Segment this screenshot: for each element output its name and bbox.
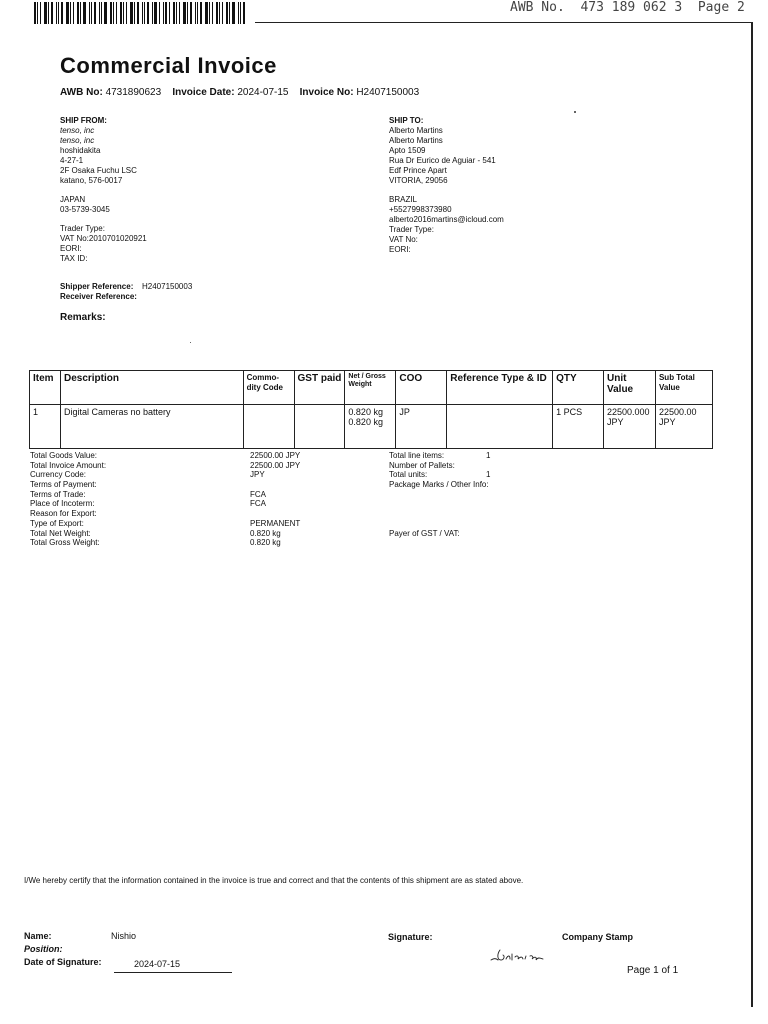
barcode-bar [179,2,180,24]
barcode-bar [99,2,100,24]
ship-to-line: Alberto Martins [389,126,443,135]
ship-from-line: 4-27-1 [60,156,84,165]
barcode-bar [238,2,239,24]
ship-from-label: SHIP FROM: [60,116,107,125]
cell-qty: 1 PCS [553,405,604,449]
ship-to-eori: EORI: [389,245,411,254]
invoice-meta [60,87,419,98]
barcode-bar [187,2,188,24]
ship-from-tax-id: TAX ID: [60,254,88,263]
barcode-bar [212,2,213,24]
barcode-bar [243,2,245,24]
page-number: Page 1 of 1 [627,965,679,976]
barcode-bar [130,2,133,24]
ship-to-line: VITORIA, 29056 [389,176,448,185]
barcode-bar [183,2,186,24]
barcode-bar [116,2,117,24]
certification-text: I/We hereby certify that the information contained in the invoice is true and correct and that the contents of this shipment are as stated above. [24,876,524,885]
barcode-bar [104,2,107,24]
position-label: Position: [24,944,63,954]
summary-row [389,480,489,490]
barcode-bar [200,2,202,24]
barcode-bar [66,2,69,24]
scan-speck [190,342,191,343]
barcode-bar [173,2,175,24]
cell-subtotal-amount: 22500.00 [658,407,697,417]
barcode-bar [123,2,124,24]
total-value: PERMANENT [250,518,301,528]
col-qty: QTY [553,371,604,405]
ship-from-line: tenso, inc [60,136,95,145]
page-border-right [751,22,753,1007]
receiver-reference-label: Receiver Reference: [60,292,137,301]
barcode-bar [232,2,235,24]
barcode-bar [205,2,208,24]
ship-from-eori: EORI: [60,244,82,253]
name-value: Nishio [111,931,137,941]
total-label: Total Invoice Amount: [30,460,107,470]
barcode-bar [40,2,41,24]
summary-value: 1 [486,470,491,480]
ship-to-line: Alberto Martins [389,136,443,145]
barcode-bar [163,2,164,24]
cell-item: 1 [30,405,61,449]
date-underline [114,972,232,973]
cell-commodity [243,405,294,449]
cell-coo: JP [396,405,447,449]
ship-to-line: Rua Dr Eurico de Aguiar - 541 [389,156,496,165]
total-label: Currency Code: [30,470,87,480]
total-value: 22500.00 JPY [250,451,301,460]
table-row [30,405,713,449]
col-item: Item [30,371,61,405]
barcode-bar [209,2,210,24]
cell-unit-value [603,405,655,449]
table-header-row [30,371,713,405]
name-label: Name: [24,931,52,941]
invoice-date-value: 2024-07-15 [237,87,289,98]
barcode-bar [169,2,170,24]
col-commodity-code: Commo- dity Code [243,371,294,405]
ship-to-phone: +5527998373980 [389,205,452,214]
col-description: Description [60,371,243,405]
barcode-bar [51,2,53,24]
barcode-bar [80,2,81,24]
total-value [250,480,300,490]
total-label: Terms of Trade: [30,489,86,499]
summary-value: 1 [486,451,491,460]
ship-to-country: BRAZIL [389,195,418,204]
barcode-bar [110,2,112,24]
total-label: Reason for Export: [30,509,97,519]
col-unit-value: Unit Value [603,371,655,405]
totals-right [389,451,489,538]
barcode-bar [222,2,223,24]
barcode-bar [34,2,36,24]
barcode-bar [229,2,230,24]
ship-to-label: SHIP TO: [389,116,424,125]
awb-value: 4731890623 [105,87,162,98]
ship-from-trader-type: Trader Type: [60,224,105,233]
summary-row [389,451,489,461]
invoice-no-value: H2407150003 [356,87,420,98]
shipper-reference-label: Shipper Reference: [60,282,134,291]
payer-label: Payer of GST / VAT: [389,528,460,538]
cell-description: Digital Cameras no battery [60,405,243,449]
barcode-bar [176,2,177,24]
col-gst-paid: GST paid [294,371,345,405]
barcode-bar [147,2,149,24]
total-value: FCA [250,499,266,509]
col-subtotal: Sub Total Value [655,371,712,405]
barcode-bar [37,2,38,24]
barcode-bar [240,2,241,24]
barcode [34,2,248,24]
col-weight: Net / Gross Weight [345,371,396,405]
scan-speck [574,111,576,113]
references-block [60,282,192,302]
totals-left [30,451,106,548]
barcode-bar [94,2,96,24]
summary-label: Total line items: [389,451,445,460]
barcode-bar [58,2,59,24]
remarks-label: Remarks: [60,312,106,323]
ship-to-block [389,116,689,255]
ship-from-line: katano, 576-0017 [60,176,123,185]
date-of-signature-label: Date of Signature: [24,957,102,967]
barcode-bar [152,2,153,24]
ship-to-vat: VAT No: [389,235,418,244]
barcode-bar [73,2,74,24]
awb-label: AWB No: [60,87,103,98]
barcode-bar [89,2,90,24]
barcode-bar [91,2,92,24]
barcode-bar [216,2,218,24]
cell-subtotal-currency: JPY [658,417,676,427]
barcode-bar [56,2,57,24]
barcode-bar [197,2,198,24]
signature-label: Signature: [388,932,433,942]
barcode-bar [137,2,139,24]
barcode-bar [44,2,47,24]
barcode-bar [83,2,86,24]
ship-from-block [60,116,320,264]
barcode-bar [77,2,79,24]
total-value [250,509,300,519]
barcode-bar [219,2,220,24]
summary-label: Total units: [389,470,428,480]
ship-to-line: Edf Prince Apart [389,166,447,175]
summary-label: Package Marks / Other Info: [389,480,489,490]
barcode-bar [190,2,192,24]
total-label: Terms of Payment: [30,480,97,490]
col-coo: COO [396,371,447,405]
barcode-bar [120,2,122,24]
total-value: 0.820 kg [250,538,281,548]
ship-from-vat: VAT No:2010701020921 [60,234,147,243]
page-border-top [255,22,753,23]
summary-row [389,470,489,480]
invoice-no-label: Invoice No: [299,87,354,98]
total-value: 0.820 kg [250,528,281,538]
barcode-bar [61,2,63,24]
cell-unit-value-currency: JPY [606,417,624,427]
barcode-bar [113,2,114,24]
barcode-bar [159,2,160,24]
handwritten-signature [488,944,548,966]
total-label: Total Goods Value: [30,451,98,460]
barcode-bar [48,2,49,24]
total-label: Total Gross Weight: [30,538,100,548]
ship-to-trader-type: Trader Type: [389,225,434,234]
totals-values [250,451,300,548]
items-table [29,370,713,449]
barcode-bar [165,2,167,24]
barcode-bar [226,2,228,24]
cell-gst [294,405,345,449]
cell-subtotal [655,405,712,449]
barcode-bar [154,2,157,24]
date-of-signature-value: 2024-07-15 [134,959,181,969]
cell-weight [345,405,396,449]
barcode-bar [142,2,143,24]
company-stamp-label: Company Stamp [562,932,634,942]
barcode-bar [134,2,135,24]
barcode-bar [126,2,127,24]
barcode-bar [144,2,145,24]
ship-to-email: alberto2016martins@icloud.com [389,215,504,224]
barcode-bar [195,2,196,24]
total-value: FCA [250,489,266,499]
col-reference: Reference Type & ID [447,371,553,405]
total-label: Total Net Weight: [30,528,91,538]
summary-label: Number of Pallets: [389,460,455,470]
ship-from-line: tenso, inc [60,126,95,135]
ship-from-country: JAPAN [60,195,86,204]
ship-from-line: hoshidakita [60,146,101,155]
barcode-bar [70,2,71,24]
cell-unit-value-amount: 22500.000 [606,407,650,417]
invoice-date-label: Invoice Date: [172,87,235,98]
total-value: JPY [250,470,265,480]
summary-row [389,461,489,471]
document-title: Commercial Invoice [60,53,277,78]
cell-gross-weight: 0.820 kg [348,417,383,427]
ship-from-line: 2F Osaka Fuchu LSC [60,166,137,175]
total-label: Type of Export: [30,518,84,528]
total-value: 22500.00 JPY [250,460,301,470]
barcode-bar [101,2,102,24]
awb-page-header: AWB No. 473 189 062 3 Page 2 [510,0,745,15]
ship-to-line: Apto 1509 [389,146,426,155]
cell-net-weight: 0.820 kg [348,407,383,417]
ship-from-phone: 03-5739-3045 [60,205,110,214]
shipper-reference-value: H2407150003 [142,282,193,291]
cell-reference [447,405,553,449]
total-label: Place of Incoterm: [30,499,95,509]
